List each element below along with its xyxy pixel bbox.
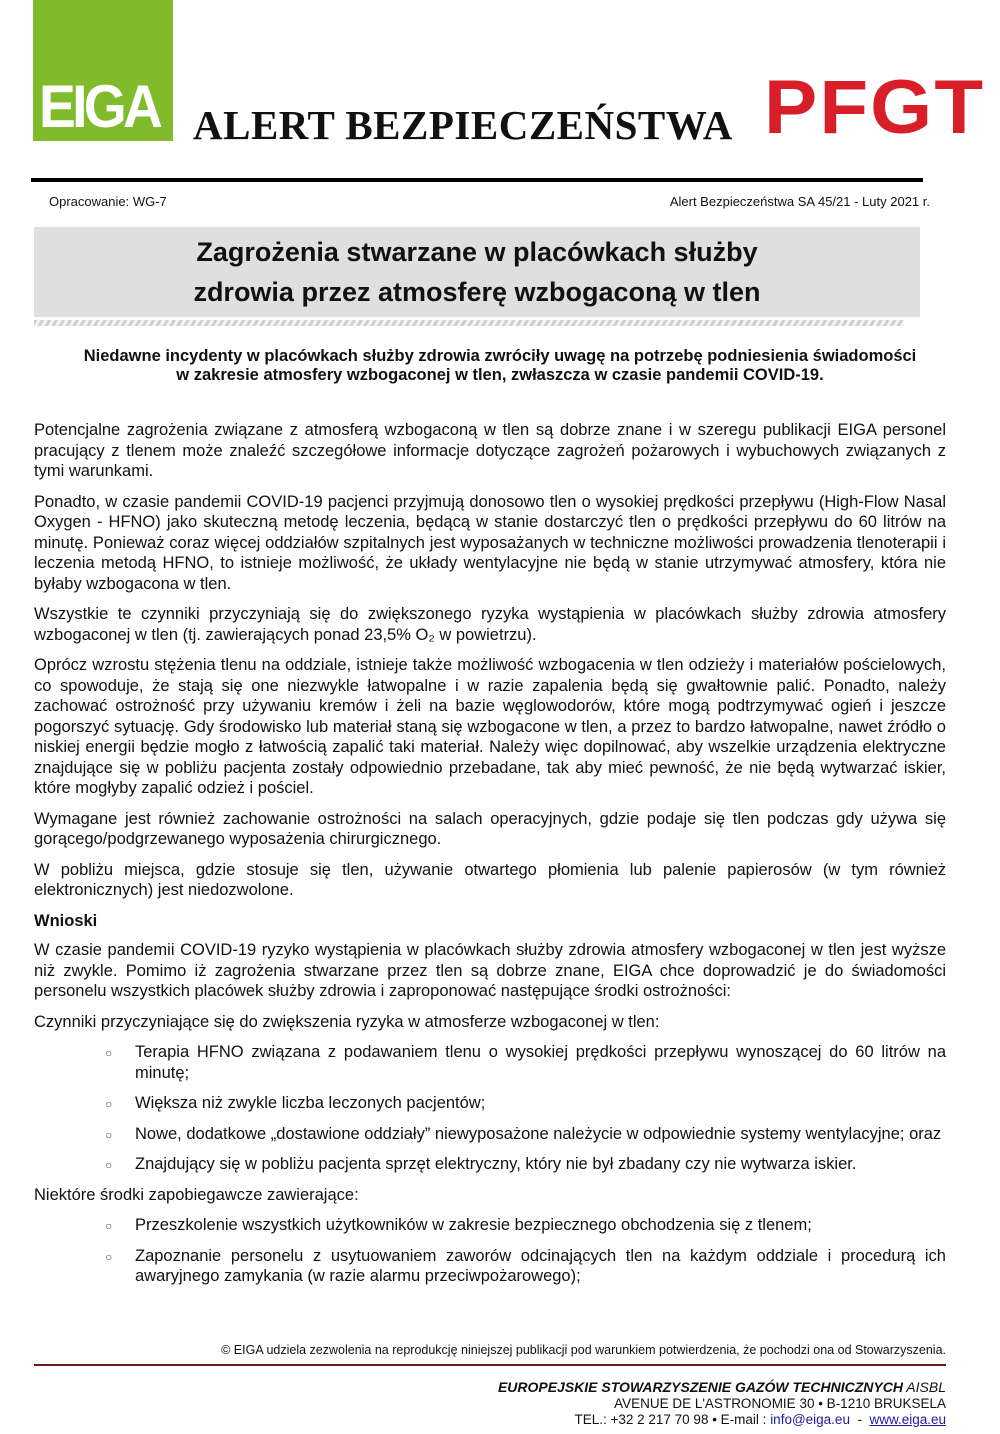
measures-label: Niektóre środki zapobiegawcze zawierające:: [34, 1185, 359, 1204]
list-item: ○ Nowe, dodatkowe „dostawione oddziały” niewyposażone należycie w odpowiednie systemy wentylacyjne; oraz: [135, 1124, 946, 1145]
website-link[interactable]: www.eiga.eu: [869, 1412, 946, 1427]
factors-list: [34, 1042, 946, 1175]
circle-bullet-icon: ○: [105, 1158, 113, 1172]
circle-bullet-icon: ○: [105, 1249, 113, 1264]
pfgt-logo: PFGT: [764, 65, 986, 150]
circle-bullet-icon: ○: [105, 1097, 113, 1111]
alert-reference: Alert Bezpieczeństwa SA 45/21 - Luty 2021 r.: [669, 194, 930, 209]
eiga-logo: [33, 0, 173, 141]
list-item: ○ Znajdujący się w pobliżu pacjenta sprzęt elektryczny, który nie był zbadany czy nie wytwarza iskier.: [135, 1154, 946, 1175]
circle-bullet-icon: ○: [105, 1127, 113, 1142]
paragraph: Ponadto, w czasie pandemii COVID-19 pacjenci przyjmują donosowo tlen o wysokiej prędkości przepływu (High-Flow Nasal Oxygen - HFNO) jako skuteczną metodę leczenia, będącą w stanie dostarczyć tlen o prędkości przepływu do 60 litrów na minutę. Ponieważ coraz więcej oddziałów szpitalnych jest wyposażanych w techniczne możliwości prowadzenia tlenoterapii i leczenia metodą HFNO, to istnieje możliwość, że układy wentylacyjne nie będą w stanie utrzymywać atmosfery, która nie byłaby wzbogacona w tlen.: [34, 492, 946, 593]
paragraph: Wymagane jest również zachowanie ostrożności na salach operacyjnych, gdzie podaje się tlen podczas gdy używa się gorącego/podgrzewanego wyposażenia chirurgicznego.: [34, 809, 946, 848]
list-item: ○ Przeszkolenie wszystkich użytkowników w zakresie bezpiecznego obchodzenia się z tlenem;: [135, 1215, 946, 1236]
document-body: [34, 420, 946, 1297]
document-title: [34, 227, 920, 312]
paragraph: W pobliżu miejsca, gdzie stosuje się tlen, używanie otwartego płomienia lub palenie papierosów (w tym również elektronicznych) jest niedozwolone.: [34, 860, 946, 899]
circle-bullet-icon: ○: [105, 1046, 113, 1060]
footer-divider: [34, 1364, 946, 1366]
contact-line: TEL.: +32 2 217 70 98 • E-mail : info@eiga.eu - www.eiga.eu: [574, 1412, 946, 1427]
lead-summary: Niedawne incydenty w placówkach służby zdrowia zwróciły uwagę na potrzebę podniesienia świadomości w zakresie atmosfery wzbogaconej w tlen, zwłaszcza w czasie pandemii COVID-19.: [83, 347, 917, 384]
factors-label: Czynniki przyczyniające się do zwiększenia ryzyka w atmosferze wzbogaconej w tlen:: [34, 1012, 660, 1031]
paragraph: Oprócz wzrostu stężenia tlenu na oddziale, istnieje także możliwość wzbogacenia w tlen odzieży i materiałów pościelowych, co spowoduje, że stają się one niezwykle łatwopalne i w razie zapalenia będą się gwałtownie palić. Ponadto, należy zachować ostrożność przy używaniu kremów i żeli na bazie węglowodorów, które mogą podtrzymywać ogień i jeszcze pogorszyć sytuację. Gdy środowisko lub materiał staną się wzbogacone w tlen, a przez to bardzo łatwopalne, nawet źródło o niskiej energii będzie mogło z łatwością zapalić taki materiał. Należy więc dopilnować, aby wszelkie urządzenia elektryczne znajdujące się w pobliżu pacjenta zostały odpowiednio przebadane, tak aby mieć pewność, że nie będą wytwarzać iskier, które mogłyby zapalić odzież i pościel.: [34, 656, 946, 797]
list-item: ○ Większa niż zwykle liczba leczonych pacjentów;: [135, 1093, 946, 1114]
paragraph: Potencjalne zagrożenia związane z atmosferą wzbogaconą w tlen są dobrze znane i w szeregu publikacji EIGA personel pracujący z tlenem może znaleźć szczegółowe informacje dotyczące zagrożeń pożarowych i wybuchowych związanych z tymi warunkami.: [34, 421, 946, 480]
title-banner: [34, 227, 920, 317]
copyright-notice: © EIGA udziela zezwolenia na reprodukcję niniejszej publikacji pod warunkiem potwierdzenia, że pochodzi ona od Stowarzyszenia.: [221, 1343, 946, 1357]
list-item: ○ Zapoznanie personelu z usytuowaniem zaworów odcinających tlen na każdym oddziale i procedurą ich awaryjnego zamykania (w razie alarmu przeciwpożarowego);: [105, 1246, 946, 1285]
header-divider: [31, 178, 923, 182]
phone-email-label: TEL.: +32 2 217 70 98 • E-mail :: [574, 1412, 771, 1427]
circle-bullet-icon: ○: [105, 1219, 113, 1233]
eiga-logo-text: EIGA: [39, 73, 160, 140]
list-item: ○ Terapia HFNO związana z podawaniem tlenu o wysokiej prędkości przepływu wynoszącej do 60 litrów na minutę;: [105, 1043, 946, 1082]
title-line-1: Zagrożenia stwarzane w placówkach służby: [196, 237, 758, 267]
paragraph: Wszystkie te czynniki przyczyniają się do zwiększonego ryzyka wystąpienia w placówkach służby zdrowia atmosfery wzbogaconej w tlen (tj. zawierających ponad 23,5% O₂ w powietrzu).: [34, 605, 946, 644]
email-link[interactable]: info@eiga.eu: [770, 1412, 850, 1427]
title-hatch-divider: [34, 320, 904, 326]
title-line-2: zdrowia przez atmosferę wzbogaconą w tlen: [193, 277, 761, 307]
prepared-by: Opracowanie: WG-7: [49, 194, 167, 209]
conclusions-heading: Wnioski: [34, 911, 98, 930]
organization-address: AVENUE DE L'ASTRONOMIE 30 • B-1210 BRUKSELA: [614, 1396, 946, 1411]
conclusions-intro: W czasie pandemii COVID-19 ryzyko wystąpienia w placówkach służby zdrowia atmosfery wzbogaconej w tlen jest wyższe niż zwykle. Pomimo iż zagrożenia stwarzane przez tlen są dobrze znane, EIGA chce doprowadzić je do świadomości personelu wszystkich placówek służby zdrowia i zaproponować następujące środki ostrożności:: [34, 941, 946, 1000]
measures-list: [34, 1215, 946, 1287]
organization-name: EUROPEJSKIE STOWARZYSZENIE GAZÓW TECHNICZNYCH AISBL: [497, 1379, 946, 1395]
alert-title: ALERT BEZPIECZEŃSTWA: [193, 102, 733, 148]
